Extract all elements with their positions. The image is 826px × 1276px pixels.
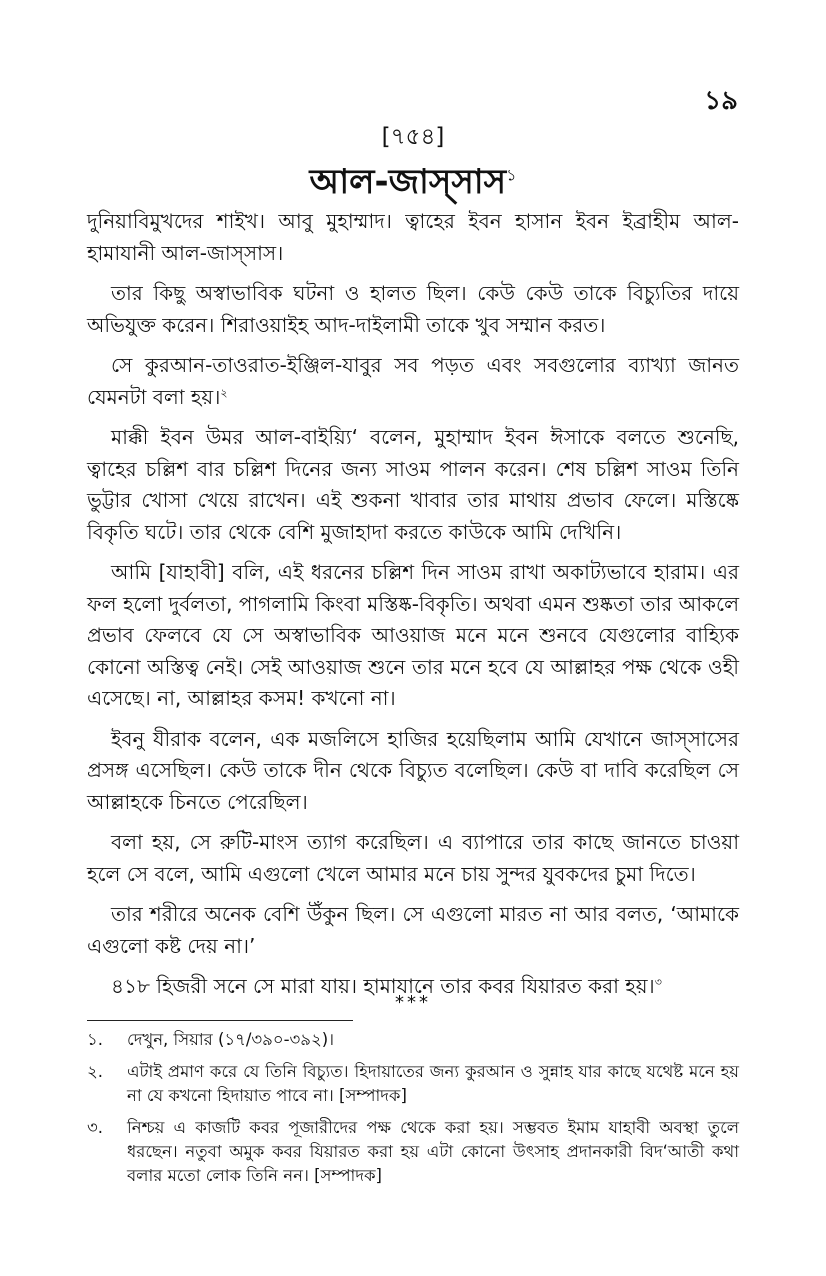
paragraph xyxy=(87,827,739,890)
footnote-text: নিশ্চয় এ কাজটি কবর পূজারীদের পক্ষ থেকে করা হয়। সম্ভবত ইমাম যাহাবী অবস্থা তুলে ধরছেন। নতুবা অমুক কবর যিয়ারত করা হয় এটা কোনো উৎসাহ প্রদানকারী বিদ‘আতী কথা বলার মতো লোক তিনি নন। [সম্পাদক] xyxy=(127,1118,739,1185)
paragraph xyxy=(87,350,739,413)
paragraph-intro xyxy=(87,206,739,269)
footnotes xyxy=(87,1028,739,1196)
footnote-number: ২. xyxy=(87,1062,103,1081)
footnote-marker: ৩ xyxy=(654,975,662,989)
paragraph-text: তার শরীরে অনেক বেশি উঁকুন ছিল। সে এগুলো মারত না আর বলত, ‘আমাকে এগুলো কষ্ট দেয় না।’ xyxy=(87,902,739,958)
page-number: ১৯ xyxy=(704,86,738,116)
paragraph-text: তার কিছু অস্বাভাবিক ঘটনা ও হালত ছিল। কেউ কেউ তাকে বিচ্যুতির দায়ে অভিযুক্ত করেন। শিরাওয়াইহ আদ-দাইলামী তাকে খুব সম্মান করত। xyxy=(87,281,739,337)
paragraph xyxy=(87,724,739,819)
footnote-number: ১. xyxy=(87,1030,103,1049)
paragraph xyxy=(87,278,739,341)
body-text xyxy=(87,206,739,1012)
paragraph-text: বলা হয়, সে রুটি-মাংস ত্যাগ করেছিল। এ ব্যাপারে তার কাছে জানতে চাওয়া হলে সে বলে, আমি এগুলো খেলে আমার মনে চায় সুন্দর যুবকদের চুমা দিতে। xyxy=(87,830,739,886)
footnote xyxy=(87,1116,739,1188)
footnote xyxy=(87,1060,739,1108)
paragraph-text: আমি [যাহাবী] বলি, এই ধরনের চল্লিশ দিন সাওম রাখা অকাট্যভাবে হারাম। এর ফল হলো দুর্বলতা, পাগলামি কিংবা মস্তিষ্ক-বিকৃতি। অথবা এমন শুষ্কতা তার আকলে প্রভাব ফেলবে যে সে অস্বাভাবিক আওয়াজ মনে মনে শুনবে যেগুলোর বাহ্যিক কোনো অস্তিত্ব নেই। সেই আওয়াজ শুনে তার মনে হবে যে আল্লাহর পক্ষ থেকে ওহী এসেছে। না, আল্লাহর কসম! কখনো না। xyxy=(87,560,739,710)
footnote-text: দেখুন, সিয়ার (১৭/৩৯০-৩৯২)। xyxy=(127,1030,335,1049)
paragraph xyxy=(87,422,739,548)
paragraph xyxy=(87,557,739,715)
paragraph-text: ইবনু যীরাক বলেন, এক মজলিসে হাজির হয়েছিলাম আমি যেখানে জাস্সাসের প্রসঙ্গ এসেছিল। কেউ তাকে দীন থেকে বিচ্যুত বলেছিল। কেউ বা দাবি করেছিল সে আল্লাহকে চিনতে পেরেছিল। xyxy=(87,726,739,814)
entry-title xyxy=(0,156,826,213)
footnote-marker: ২ xyxy=(220,385,228,399)
title-footnote-marker: ১ xyxy=(506,165,517,185)
footnote-number: ৩. xyxy=(87,1118,103,1137)
footnote-rule xyxy=(87,1020,353,1021)
paragraph xyxy=(87,899,739,962)
paragraph-text: ৪১৮ হিজরী সনে সে মারা যায়। হামাযানে তার কবর যিয়ারত করা হয়। xyxy=(111,974,655,998)
entry-title-text: আল-জাস্সাস xyxy=(309,162,507,202)
section-separator: *** xyxy=(395,992,431,1013)
footnote xyxy=(87,1028,739,1052)
entry-number: [৭৫৪] xyxy=(381,124,445,150)
footnote-text: এটাই প্রমাণ করে যে তিনি বিচ্যুত। হিদায়াতের জন্য কুরআন ও সুন্নাহ যার কাছে যথেষ্ট মনে হয় না যে কখনো হিদায়াত পাবে না। [সম্পাদক] xyxy=(127,1062,739,1105)
paragraph-text: সে কুরআন-তাওরাত-ইঞ্জিল-যাবুর সব পড়ত এবং সবগুলোর ব্যাখ্যা জানত যেমনটা বলা হয়। xyxy=(87,353,739,409)
paragraph-text: মাক্কী ইবন উমর আল-বাইয়্যি‘ বলেন, মুহাম্মাদ ইবন ঈসাকে বলতে শুনেছি, ত্বাহের চল্লিশ বার চল্লিশ দিনের জন্য সাওম পালন করেন। শেষ চল্লিশ সাওম তিনি ভুট্টার খোসা খেয়ে রাখেন। এই শুকনা খাবার তার মাথায় প্রভাব ফেলে। মস্তিষ্কে বিকৃতি ঘটে। তার থেকে বেশি মুজাহাদা করতে কাউকে আমি দেখিনি। xyxy=(87,425,739,544)
paragraph-text: দুনিয়াবিমুখদের শাইখ। আবু মুহাম্মাদ। ত্বাহের ইবন হাসান ইবন ইব্রাহীম আল-হামাযানী আল-জাস্সাস। xyxy=(87,209,739,265)
